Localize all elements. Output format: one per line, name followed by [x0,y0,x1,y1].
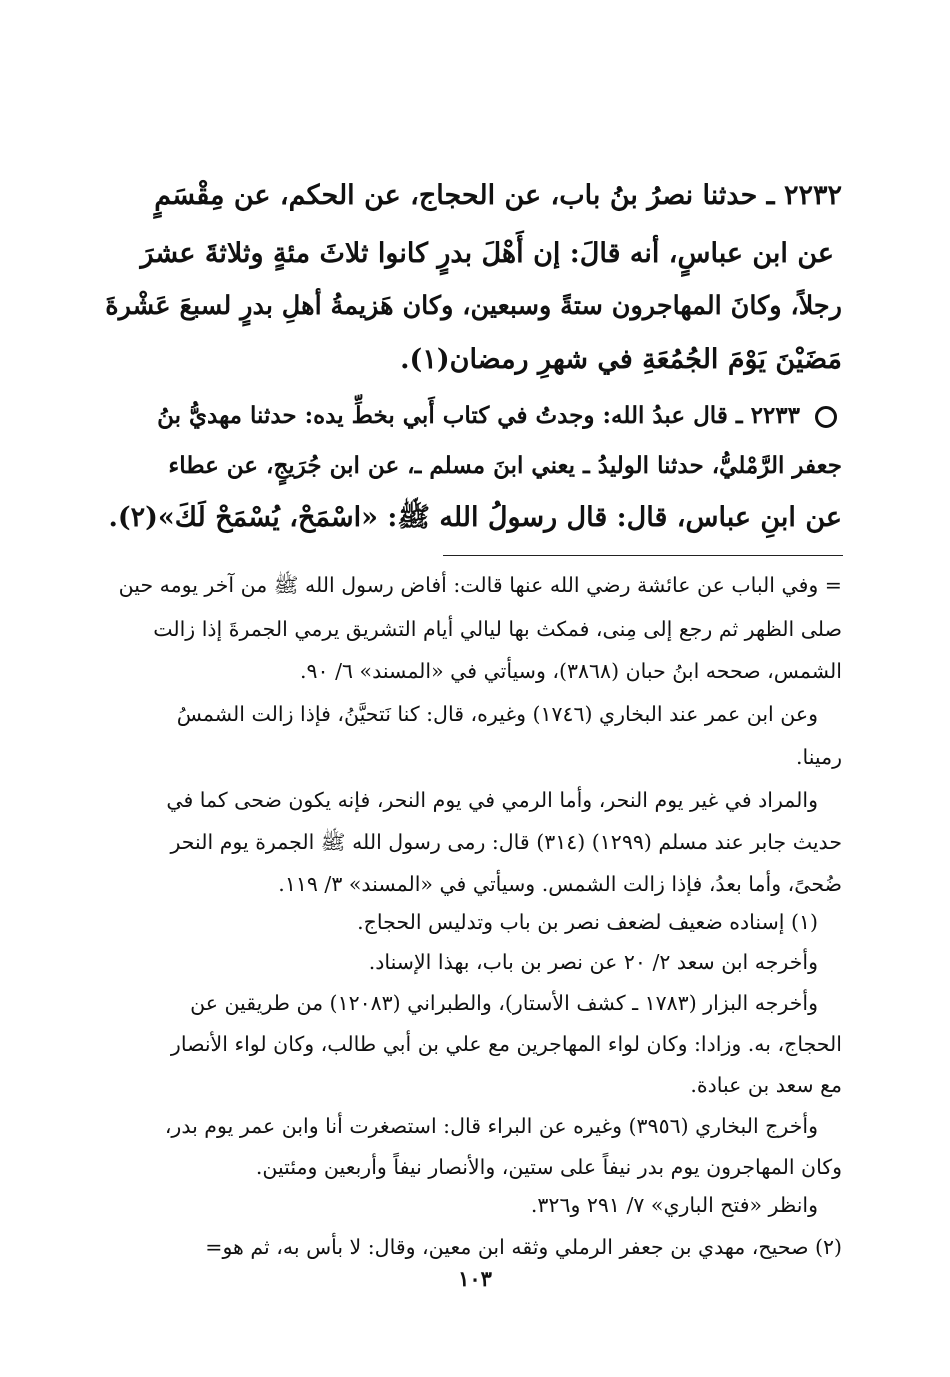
footnote-line: والمراد في غير يوم النحر، وأما الرمي في يوم النحر، فإنه يكون ضحى كما في [166,788,818,812]
footnote-line: (١) إسناده ضعيف لضعف نصر بن باب وتدليس الحجاج. [357,910,818,934]
footnote-line: رمينا. [795,745,842,769]
footnote-line: صلى الظهر ثم رجع إلى مِنى، فمكث بها ليالي أيام التشريق يرمي الجمرةَ إذا زالت [153,617,842,641]
hadith-marker-circle-icon [815,406,837,428]
hadith-2232-line-2: عن ابن عباسٍ، أنه قالَ: إن أَهْلَ بدرٍ كانوا ثلاثَ مئةٍ وثلاثةَ عشرَ [140,238,834,269]
footnote-line: وعن ابن عمر عند البخاري (١٧٤٦) وغيره، قال: كنا نَتحيَّنُ، فإذا زالت الشمسُ [176,702,818,726]
footnote-line: وأخرج البخاري (٣٩٥٦) وغيره عن البراء قال: استصغرت أنا وابن عمر يوم بدر، [164,1114,818,1138]
footnote-line: وأخرجه ابن سعد ٢/ ٢٠ عن نصر بن باب، بهذا الإسناد. [368,950,818,974]
hadith-2233-line-2: جعفر الرَّمْليُّ، حدثنا الوليدُ ـ يعني ابنَ مسلم ـ، عن ابن جُرَيجٍ، عن عطاء [168,452,842,479]
footnote-line: وكان المهاجرون يوم بدر نيفاً على ستين، والأنصار نيفاً وأربعين ومئتين. [255,1155,842,1179]
footnote-line: ضُحىً، وأما بعدُ، فإذا زالت الشمس. وسيأتي في «المسند» ٣/ ١١٩. [278,872,842,896]
hadith-2233-line-3: عن ابنِ عباس، قال: قال رسولُ الله ﷺ: «اسْمَحْ، يُسْمَحْ لَكَ»(٢). [108,502,842,533]
footnote-line: الحجاج، به. وزادا: وكان لواء المهاجرين مع علي بن أبي طالب، وكان لواء الأنصار [170,1032,842,1056]
hadith-2232-line-3: رجلاً، وكانَ المهاجرون ستةً وسبعين، وكان هَزيمةُ أهلِ بدرٍ لسبعَ عَشْرةَ [105,291,842,321]
hadith-2233-line-1: ٢٢٣٣ ـ قال عبدُ الله: وجدتُ في كتاب أَبي بخطِّ يده: حدثنا مهديُّ بنُ [157,402,800,429]
hadith-2232-line-4: مَضَيْنَ يَوْمَ الجُمُعَةِ في شهرِ رمضان(١). [400,344,842,375]
footnote-divider [443,555,843,556]
footnote-line: = وفي الباب عن عائشة رضي الله عنها قالت: أفاض رسول الله ﷺ من آخر يومه حين [118,573,842,597]
footnote-line: وأخرجه البزار (١٧٨٣ ـ كشف الأستار)، والطبراني (١٢٠٨٣) من طريقين عن [190,991,818,1015]
footnote-line: مع سعد بن عبادة. [690,1073,842,1097]
footnote-line: وانظر «فتح الباري» ٧/ ٢٩١ و٣٢٦. [530,1193,818,1217]
page-number: ١٠٣ [458,1266,492,1291]
footnote-line: الشمس، صححه ابنُ حبان (٣٨٦٨)، وسيأتي في «المسند» ٦/ ٩٠. [300,659,842,683]
footnote-line: حديث جابر عند مسلم (١٢٩٩) (٣١٤) قال: رمى رسول الله ﷺ الجمرة يوم النحر [170,830,842,854]
footnote-line: (٢) صحيح، مهدي بن جعفر الرملي وثقه ابن معين، وقال: لا بأس به، ثم هو= [205,1235,842,1259]
hadith-2232-line-1: ٢٢٣٢ ـ حدثنا نصرُ بنُ باب، عن الحجاج، عن الحكم، عن مِقْسَمٍ [154,180,842,211]
